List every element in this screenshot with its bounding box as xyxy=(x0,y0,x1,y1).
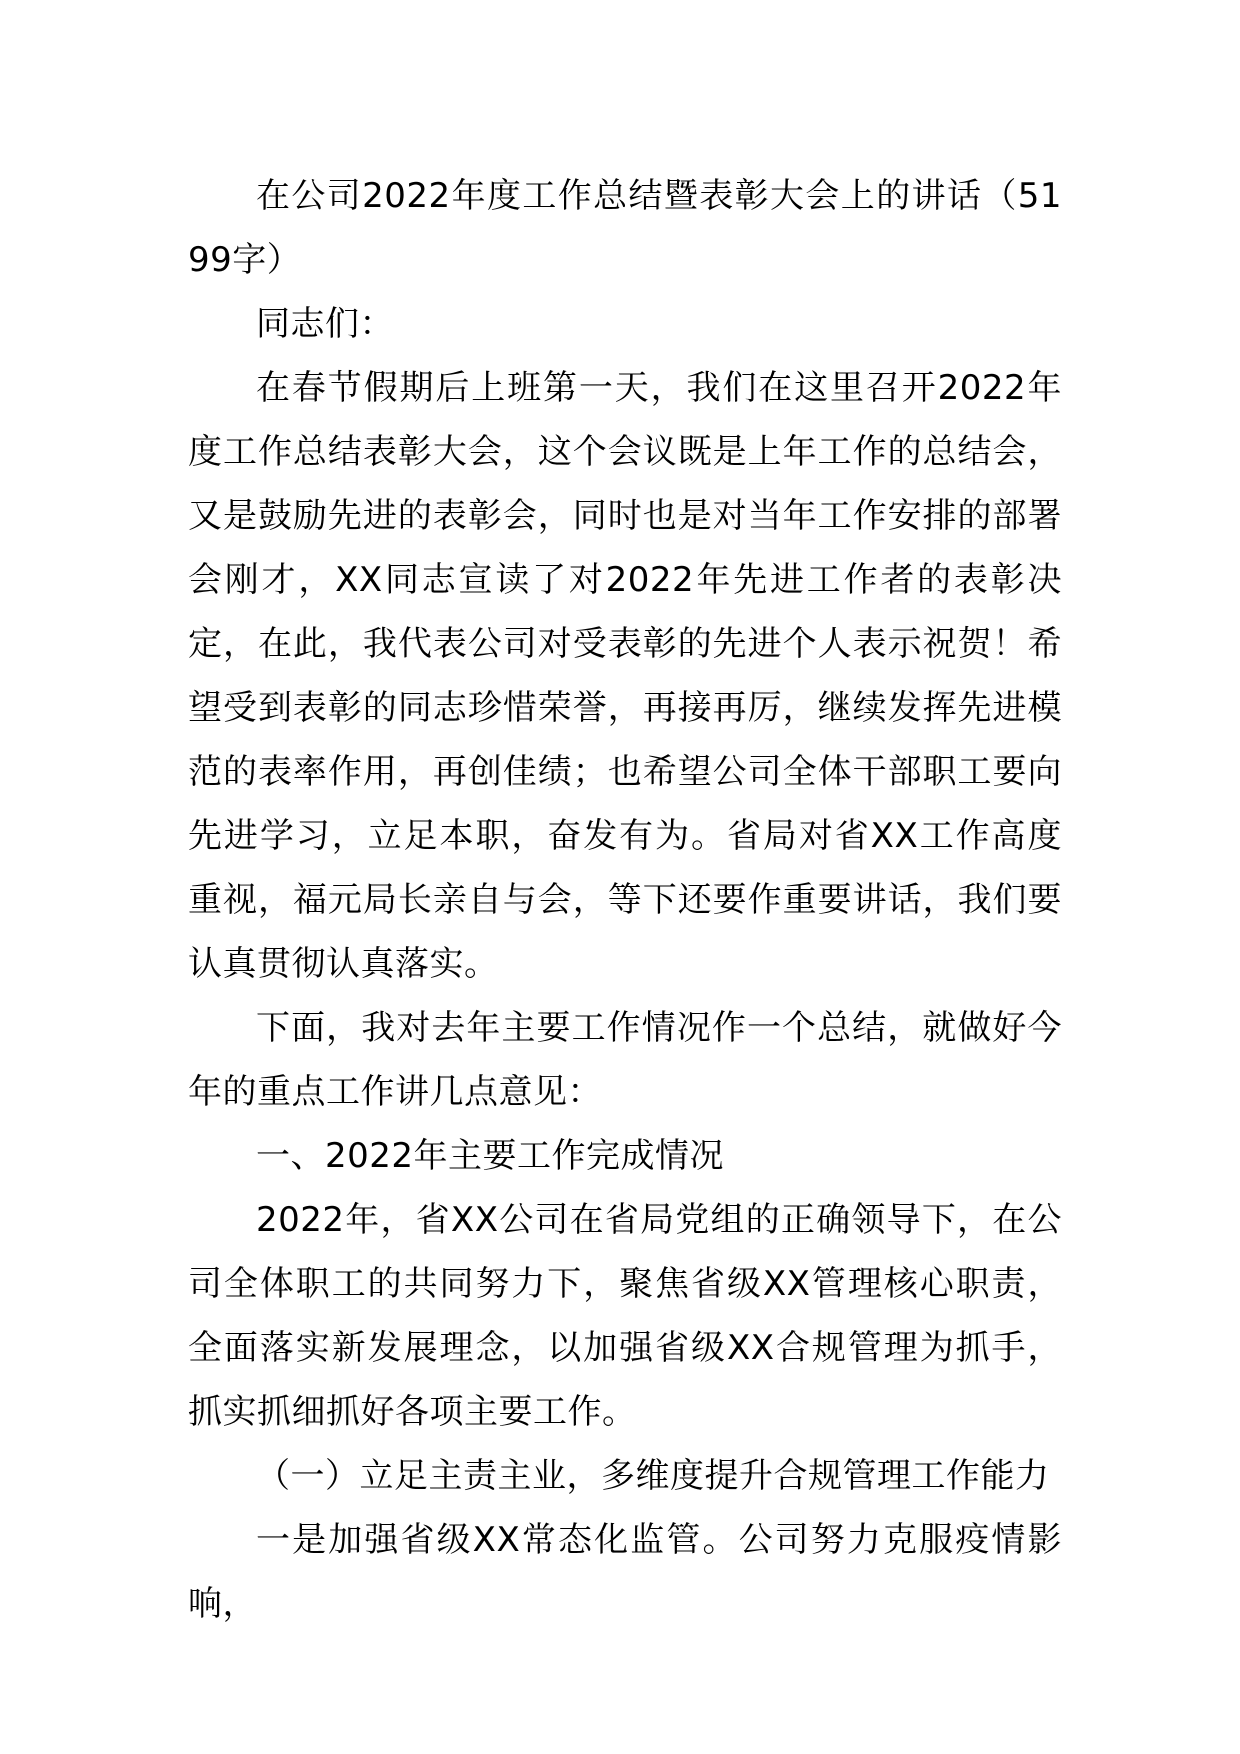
subsection-heading-1: （一）立足主责主业，多维度提升合规管理工作能力 xyxy=(256,1456,1050,1496)
document-title: 在公司2022年度工作总结暨表彰大会上的讲话（5199字） xyxy=(188,176,1062,280)
paragraph-intro: 下面，我对去年主要工作情况作一个总结，就做好今年的重点工作讲几点意见： xyxy=(188,1008,1062,1112)
paragraph-opening: 在春节假期后上班第一天，我们在这里召开2022年度工作总结表彰大会，这个会议既是上年工作的总结会，又是鼓励先进的表彰会，同时也是对当年工作安排的部署会刚才，XX同志宣读了对2022年先进工作者的表彰决定，在此，我代表公司对受表彰的先进个人表示祝贺！希望受到表彰的同志珍惜荣誉，再接再厉，继续发挥先进模范的表率作用，再创佳绩；也希望公司全体干部职工要向先进学习，立足本职，奋发有为。省局对省XX工作高度重视，福元局长亲自与会，等下还要作重要讲话，我们要认真贯彻认真落实。 xyxy=(188,368,1062,984)
section-1-paragraph: 2022年，省XX公司在省局党组的正确领导下，在公司全体职工的共同努力下，聚焦省级XX管理核心职责，全面落实新发展理念，以加强省级XX合规管理为抓手，抓实抓细抓好各项主要工作。 xyxy=(188,1200,1062,1432)
document-body xyxy=(188,164,1062,1636)
subsection-1-paragraph: 一是加强省级XX常态化监管。公司努力克服疫情影响， xyxy=(188,1520,1062,1624)
section-heading-1: 一、2022年主要工作完成情况 xyxy=(256,1136,725,1176)
salutation: 同志们： xyxy=(256,304,394,344)
